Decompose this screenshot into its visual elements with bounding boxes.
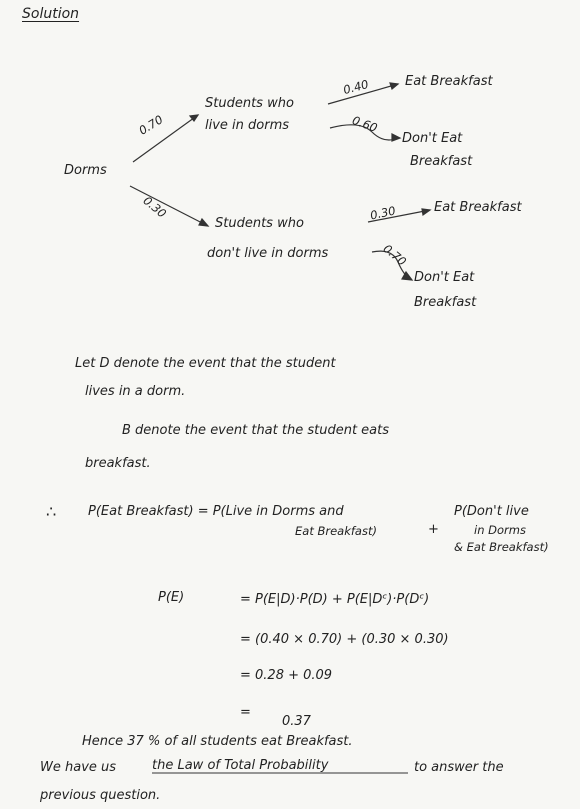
arrow-head	[390, 83, 398, 89]
peat-p2: P(Don't live	[454, 504, 529, 519]
equation-2: = (0.40 × 0.70) + (0.30 × 0.30)	[240, 632, 449, 647]
peat-p2-sub2: & Eat Breakfast)	[454, 540, 549, 554]
pe-label: P(E)	[158, 590, 185, 605]
bottom-noeat-line2: Breakfast	[414, 295, 477, 310]
prob-top-noeat: 0.60	[350, 113, 380, 135]
top-eat-label: Eat Breakfast	[405, 74, 493, 89]
branch-bottom	[130, 186, 208, 226]
let-b-line2: breakfast.	[85, 456, 151, 471]
therefore-symbol: ∴	[46, 502, 57, 521]
let-d-line2: lives in a dorm.	[85, 384, 186, 399]
heading: Solution	[22, 6, 80, 22]
hence-statement: Hence 37 % of all students eat Breakfast.	[82, 734, 353, 749]
peat-main: P(Eat Breakfast) = P(Live in Dorms and	[88, 504, 344, 519]
arrow-head	[422, 209, 430, 215]
we-have-suffix: to answer the	[414, 760, 504, 775]
top-noeat-line2: Breakfast	[410, 154, 473, 169]
plus-sign: +	[428, 522, 439, 537]
peat-p2-sub1: in Dorms	[474, 523, 526, 537]
prob-top-branch: 0.70	[136, 112, 166, 138]
bottom-node-line2: don't live in dorms	[207, 246, 329, 261]
prob-bottom-eat: 0.30	[368, 203, 397, 223]
bottom-eat-label: Eat Breakfast	[434, 200, 522, 215]
equation-4-value: 0.37	[282, 714, 311, 729]
bottom-node-line1: Students who	[215, 216, 304, 231]
equation-4-sign: =	[240, 705, 251, 720]
equation-1: = P(E|D)·P(D) + P(E|Dᶜ)·P(Dᶜ)	[240, 592, 430, 607]
let-b-line1: B denote the event that the student eats	[122, 423, 390, 438]
law-of-total-probability: the Law of Total Probability	[152, 758, 329, 773]
top-node-line2: live in dorms	[205, 118, 290, 133]
previous-question: previous question.	[40, 788, 161, 803]
peat-sub1: Eat Breakfast)	[295, 524, 377, 538]
let-d-line1: Let D denote the event that the student	[75, 356, 336, 371]
we-have-prefix: We have us	[40, 760, 117, 775]
top-noeat-line1: Don't Eat	[402, 131, 463, 146]
prob-bottom-noeat: 0.70	[380, 241, 410, 269]
bottom-noeat-line1: Don't Eat	[414, 270, 475, 285]
prob-bottom-branch: 0.30	[140, 193, 170, 221]
root-node: Dorms	[64, 163, 107, 178]
equation-3: = 0.28 + 0.09	[240, 668, 333, 683]
top-node-line1: Students who	[205, 96, 294, 111]
prob-top-eat: 0.40	[341, 76, 370, 98]
arrow-head	[199, 219, 208, 226]
arrow-head	[392, 134, 400, 141]
